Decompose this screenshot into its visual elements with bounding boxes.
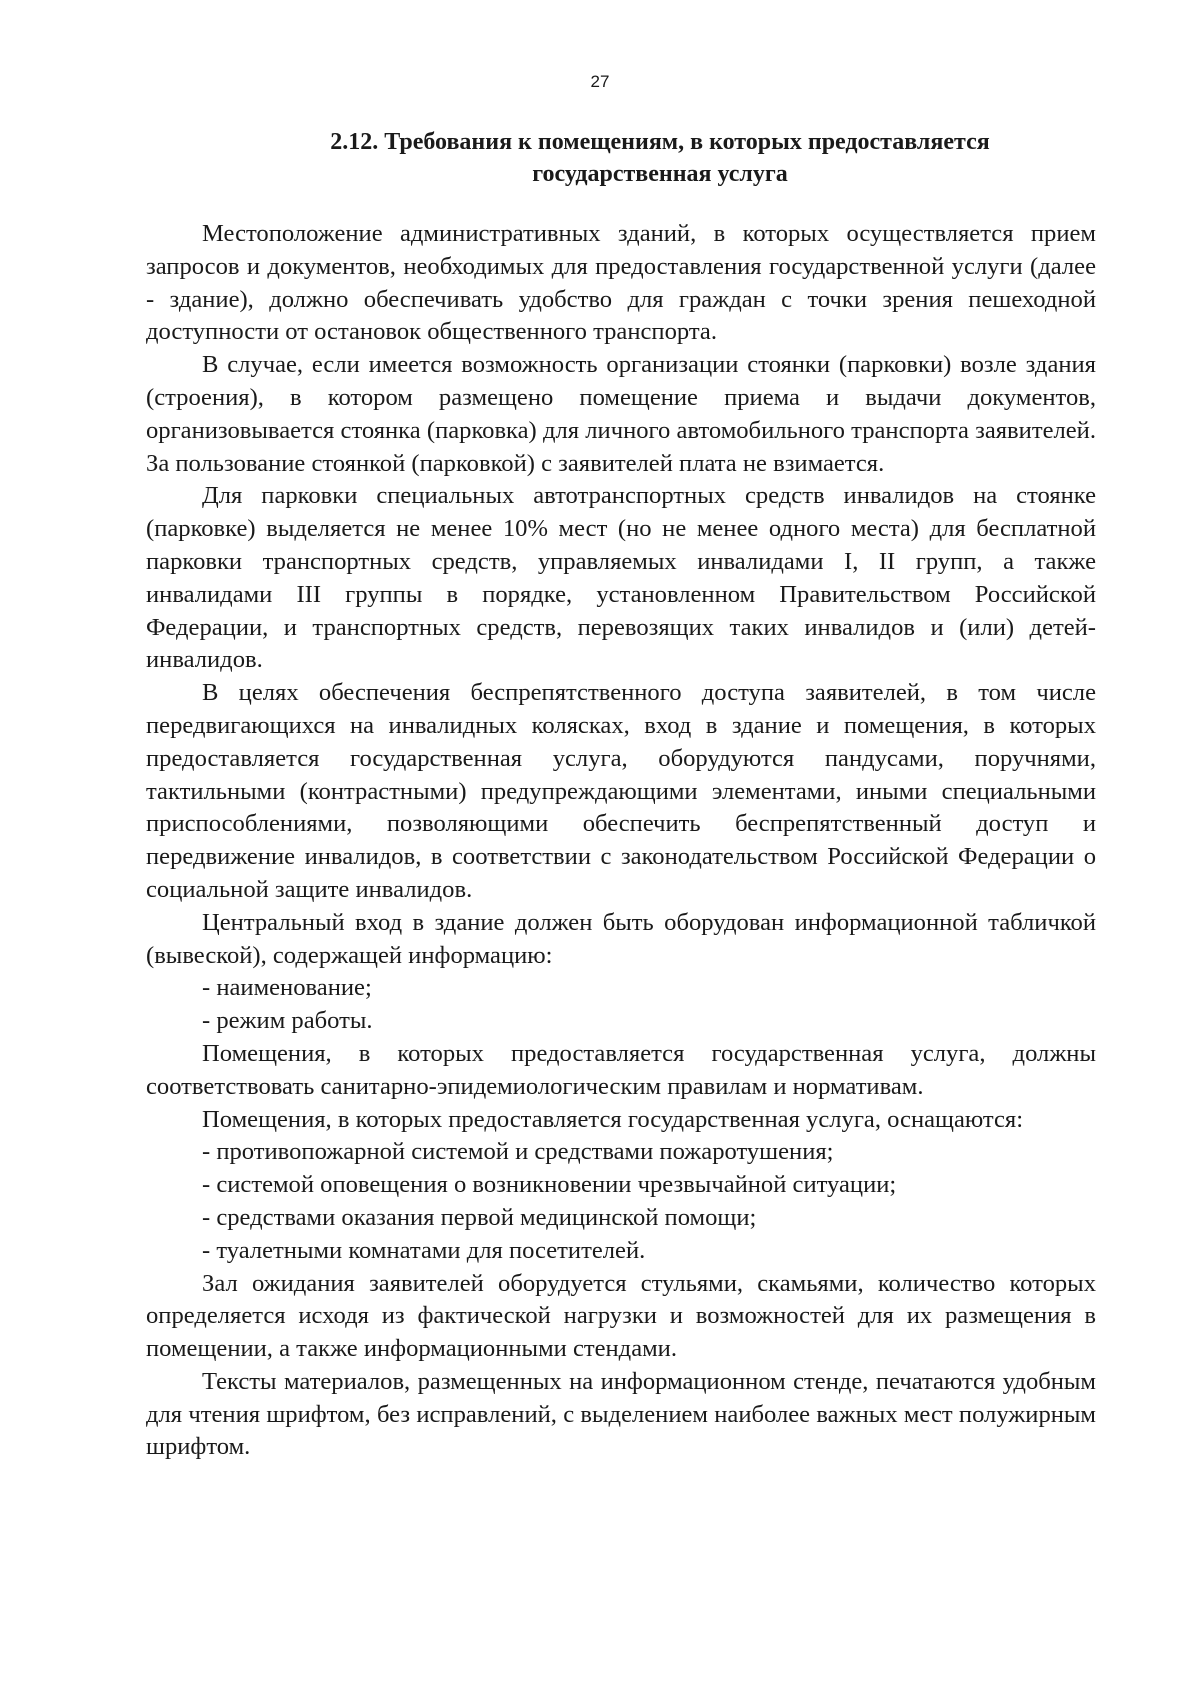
paragraph-location: Местоположение административных зданий, в которых осуществляется прием запросов и документов, необходимых для предоставления государственной услуги (далее - здание), должно обеспечивать удобство для граждан с точки зрения пешеходной доступности от остановок общественного транспорта. (146, 220, 1096, 346)
list-item-first-aid: - средствами оказания первой медицинской помощи; (202, 1203, 757, 1231)
list-item-hours: - режим работы. (202, 1007, 373, 1035)
paragraph-disabled-parking: Для парковки специальных автотранспортных средств инвалидов на стоянке (парковке) выделяется не менее 10% мест (но не менее одного места) для бесплатной парковки транспортных средств, управляемых инвалидами I, II групп, а также инвалидами III группы в порядке, установленном Правительством Российской Федерации, и транспортных средств, перевозящих таких инвалидов и (или) детей-инвалидов. (146, 482, 1096, 674)
list-item-emergency-alert: - системой оповещения о возникновении чрезвычайной ситуации; (202, 1171, 897, 1199)
page-number: 27 (590, 72, 610, 91)
paragraph-parking: В случае, если имеется возможность организации стоянки (парковки) возле здания (строения), в котором размещено помещение приема и выдачи документов, организовывается стоянка (парковка) для личного автомобильного транспорта заявителей. За пользование стоянкой (парковкой) с заявителей плата не взимается. (146, 351, 1096, 477)
section-title-line-1: 2.12. Требования к помещениям, в которых предоставляется (330, 129, 990, 155)
document-body (146, 218, 1096, 1464)
list-item-fire-system: - противопожарной системой и средствами пожаротушения; (202, 1138, 834, 1166)
paragraph-info-stand: Тексты материалов, размещенных на информационном стенде, печатаются удобным для чтения шрифтом, без исправлений, с выделением наиболее важных мест полужирным шрифтом. (146, 1367, 1096, 1461)
paragraph-waiting-hall: Зал ожидания заявителей оборудуется стульями, скамьями, количество которых определяется исходя из фактической нагрузки и возможностей для их размещения в помещении, а также информационными стендами. (146, 1269, 1096, 1363)
paragraph-accessibility: В целях обеспечения беспрепятственного доступа заявителей, в том числе передвигающихся на инвалидных колясках, вход в здание и помещения, в которых предоставляется государственная услуга, оборудуются пандусами, поручнями, тактильными (контрастными) предупреждающими элементами, иными специальными приспособлениями, позволяющими обеспечить беспрепятственный доступ и передвижение инвалидов, в соответствии с законодательством Российской Федерации о социальной защите инвалидов. (146, 679, 1096, 903)
paragraph-entrance-sign: Центральный вход в здание должен быть оборудован информационной табличкой (вывеской), содержащей информацию: (146, 908, 1096, 969)
paragraph-equipment: Помещения, в которых предоставляется государственная услуга, оснащаются: (202, 1105, 1024, 1133)
section-title-line-2: государственная услуга (532, 161, 788, 187)
section-title (200, 126, 1120, 190)
list-item-name: - наименование; (202, 974, 372, 1002)
paragraph-sanitary: Помещения, в которых предоставляется государственная услуга, должны соответствовать санитарно-эпидемиологическим правилам и нормативам. (146, 1039, 1096, 1100)
list-item-restrooms: - туалетными комнатами для посетителей. (202, 1236, 646, 1264)
